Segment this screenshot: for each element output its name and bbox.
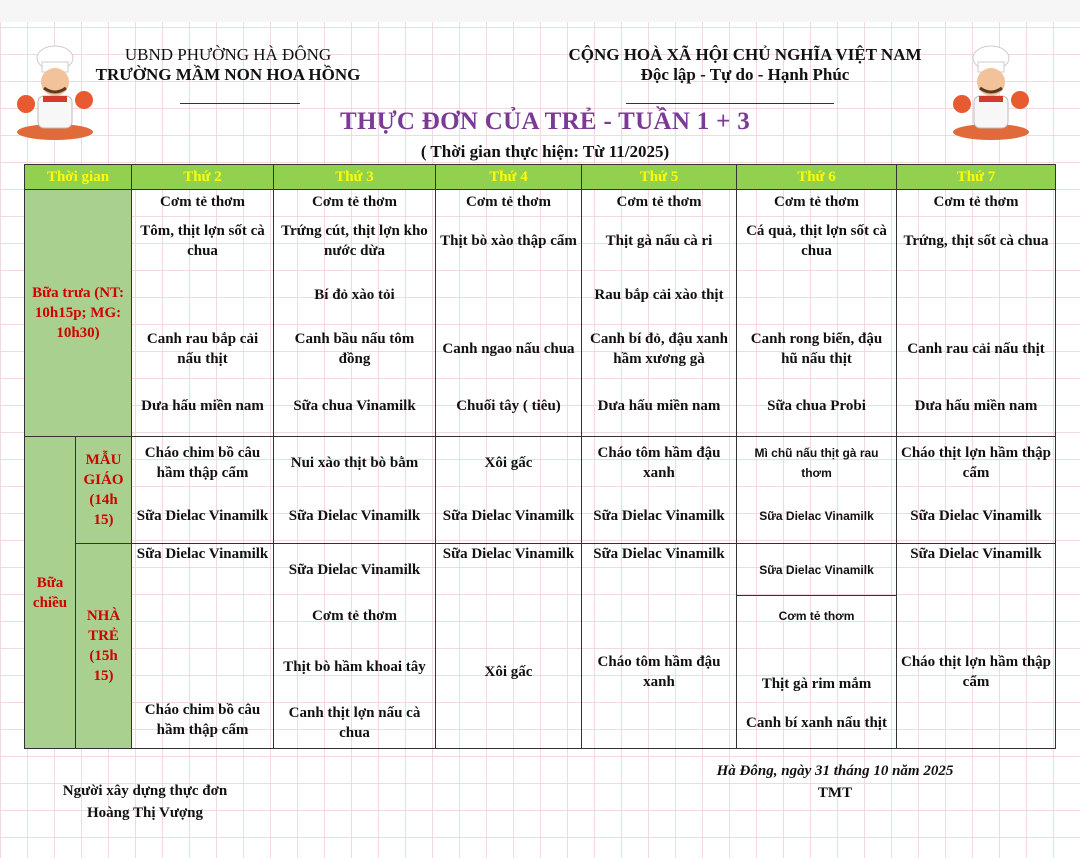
afternoon-label: Bữa chiều (25, 437, 76, 749)
menu-cell (737, 268, 897, 322)
page-title: THỰC ĐƠN CỦA TRẺ - TUẦN 1 + 3 (339, 108, 751, 135)
menu-table (24, 164, 1056, 749)
column-header: Thứ 6 (737, 165, 897, 190)
motto: Độc lập - Tự do - Hạnh Phúc (640, 65, 850, 84)
column-header: Thứ 7 (897, 165, 1056, 190)
nursery-label: NHÀ TRẺ (15h 15) (76, 544, 132, 749)
menu-cell: Sữa Dielac Vinamilk (582, 544, 737, 596)
menu-cell: Thịt bò hầm khoai tây (274, 636, 436, 698)
menu-cell: Canh bầu nấu tôm đồng (274, 322, 436, 376)
header-left (78, 45, 378, 85)
menu-builder (40, 780, 250, 824)
menu-cell: Thịt bò xào thập cẩm (436, 214, 582, 268)
district-name: UBND PHƯỜNG HÀ ĐÔNG (124, 45, 332, 64)
menu-cell: Cháo thịt lợn hầm thập cẩm (897, 596, 1056, 749)
menu-cell: Cơm tẻ thơm (436, 190, 582, 214)
table-row (25, 268, 1056, 322)
menu-cell: Canh thịt lợn nấu cà chua (274, 698, 436, 749)
table-header-row (25, 165, 1056, 190)
menu-cell (436, 268, 582, 322)
menu-cell: Sữa Dielac Vinamilk (737, 490, 897, 544)
menu-cell: Cơm tẻ thơm (737, 596, 897, 636)
country-name: CỘNG HOÀ XÃ HỘI CHỦ NGHĨA VIỆT NAM (568, 45, 922, 64)
menu-cell: Sữa Dielac Vinamilk (436, 544, 582, 596)
menu-cell (897, 268, 1056, 322)
column-header: Thứ 3 (274, 165, 436, 190)
menu-cell: Thịt gà nấu cà ri (582, 214, 737, 268)
column-header: Thứ 2 (132, 165, 274, 190)
signer: TMT (817, 785, 853, 801)
header-right (550, 45, 940, 85)
builder-label: Người xây dựng thực đơn (62, 783, 228, 799)
menu-cell: Cháo chim bồ câu hầm thập cẩm (132, 437, 274, 490)
menu-cell: Cháo tôm hầm đậu xanh (582, 437, 737, 490)
menu-cell: Cháo chim bồ câu hầm thập cẩm (132, 596, 274, 749)
table-row (25, 322, 1056, 376)
column-header: Thứ 5 (582, 165, 737, 190)
menu-cell: Sữa Dielac Vinamilk (436, 490, 582, 544)
menu-cell: Cá quả, thịt lợn sốt cà chua (737, 214, 897, 268)
menu-cell: Canh rau cải nấu thịt (897, 322, 1056, 376)
table-row (25, 490, 1056, 544)
menu-cell: Cơm tẻ thơm (582, 190, 737, 214)
menu-cell: Sữa Dielac Vinamilk (132, 544, 274, 596)
menu-cell: Canh rau bắp cải nấu thịt (132, 322, 274, 376)
menu-cell: Cơm tẻ thơm (132, 190, 274, 214)
menu-cell: Chuối tây ( tiêu) (436, 376, 582, 437)
menu-cell: Xôi gấc (436, 437, 582, 490)
menu-cell: Cơm tẻ thơm (274, 190, 436, 214)
menu-cell: Dưa hấu miền nam (132, 376, 274, 437)
header-left-rule (180, 103, 300, 104)
menu-cell: Cháo thịt lợn hầm thập cẩm (897, 437, 1056, 490)
table-row (25, 376, 1056, 437)
school-name: TRƯỜNG MẦM NON HOA HỒNG (95, 65, 361, 84)
signature-block (680, 760, 990, 804)
menu-cell: Sữa Dielac Vinamilk (897, 544, 1056, 596)
menu-cell: Trứng cút, thịt lợn kho nước dừa (274, 214, 436, 268)
menu-cell: Cơm tẻ thơm (274, 596, 436, 636)
menu-cell: Canh bí đỏ, đậu xanh hầm xương gà (582, 322, 737, 376)
menu-cell (132, 268, 274, 322)
menu-cell: Sữa Dielac Vinamilk (274, 490, 436, 544)
sign-date: Hà Đông, ngày 31 tháng 10 năm 2025 (716, 763, 954, 779)
menu-cell: Cơm tẻ thơm (897, 190, 1056, 214)
top-band (0, 0, 1080, 22)
chef-icon (946, 40, 1036, 140)
menu-cell: Thịt gà rim mắm (737, 636, 897, 698)
table-row (25, 544, 1056, 596)
menu-cell: Rau bắp cải xào thịt (582, 268, 737, 322)
menu-cell: Canh bí xanh nấu thịt (737, 698, 897, 749)
menu-cell: Nui xào thịt bò bằm (274, 437, 436, 490)
column-header: Thứ 4 (436, 165, 582, 190)
lunch-label: Bữa trưa (NT: 10h15p; MG: 10h30) (25, 190, 132, 437)
menu-cell: Sữa Dielac Vinamilk (132, 490, 274, 544)
table-row (25, 437, 1056, 490)
menu-cell: Dưa hấu miền nam (582, 376, 737, 437)
menu-cell: Cháo tôm hầm đậu xanh (582, 596, 737, 749)
menu-cell: Bí đỏ xào tỏi (274, 268, 436, 322)
menu-cell: Mì chũ nấu thịt gà rau thơm (737, 437, 897, 490)
menu-cell: Tôm, thịt lợn sốt cà chua (132, 214, 274, 268)
menu-cell: Trứng, thịt sốt cà chua (897, 214, 1056, 268)
builder-name: Hoàng Thị Vượng (87, 805, 203, 821)
menu-cell: Cơm tẻ thơm (737, 190, 897, 214)
kindergarten-label: MẪU GIÁO (14h 15) (76, 437, 132, 544)
menu-cell: Sữa Dielac Vinamilk (582, 490, 737, 544)
table-row (25, 596, 1056, 636)
table-row (25, 190, 1056, 214)
column-header: Thời gian (25, 165, 132, 190)
menu-cell: Sữa Dielac Vinamilk (274, 544, 436, 596)
menu-cell: Sữa Dielac Vinamilk (897, 490, 1056, 544)
menu-cell: Canh ngao nấu chua (436, 322, 582, 376)
menu-cell: Canh rong biển, đậu hũ nấu thịt (737, 322, 897, 376)
table-row (25, 214, 1056, 268)
header-right-rule (626, 103, 834, 104)
menu-cell: Xôi gấc (436, 596, 582, 749)
menu-cell: Sữa chua Vinamilk (274, 376, 436, 437)
menu-cell: Dưa hấu miền nam (897, 376, 1056, 437)
menu-cell: Sữa Dielac Vinamilk (737, 544, 897, 596)
page-subtitle: ( Thời gian thực hiện: Từ 11/2025) (420, 142, 670, 161)
menu-cell: Sữa chua Probi (737, 376, 897, 437)
